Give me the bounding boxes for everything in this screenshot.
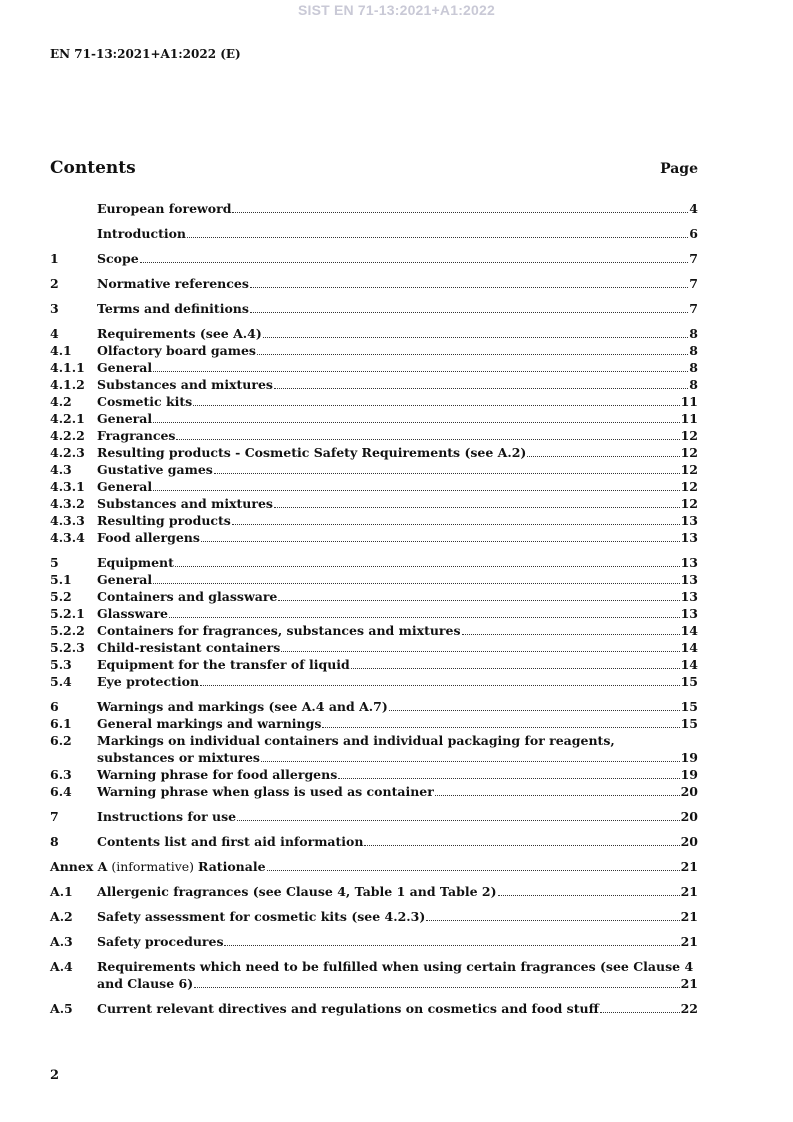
toc-entry-body <box>97 908 698 925</box>
toc-dot-leader <box>261 761 680 762</box>
toc-entry-page: 4 <box>689 201 698 216</box>
toc-entry-page: 7 <box>689 276 698 291</box>
toc-entry-page: 12 <box>680 479 698 494</box>
toc-entry[interactable] <box>50 342 698 359</box>
toc-entry-page: 12 <box>680 445 698 460</box>
toc-entry-title: Cosmetic kits <box>97 394 193 409</box>
toc-entry[interactable] <box>50 275 698 292</box>
toc-entry[interactable] <box>50 512 698 529</box>
toc-entry-title: Warning phrase for food allergens <box>97 767 338 782</box>
toc-entry-number: 4.3.4 <box>50 530 85 545</box>
toc-entry-body <box>97 393 698 410</box>
toc-dot-leader <box>175 566 680 567</box>
toc-entry-page: 12 <box>680 462 698 477</box>
toc-entry-body <box>97 883 698 900</box>
toc-entry-title: Child-resistant containers <box>97 640 281 655</box>
toc-entry-title: General markings and warnings <box>97 716 322 731</box>
page-number: 2 <box>50 1068 60 1083</box>
toc-entry-number: 4.3.1 <box>50 479 85 494</box>
toc-entry-title: Introduction <box>97 226 187 241</box>
toc-entry-title: Resulting products <box>97 513 231 528</box>
toc-entry-body <box>97 749 698 766</box>
toc-entry[interactable] <box>50 250 698 267</box>
toc-dot-leader <box>237 820 679 821</box>
toc-entry-title: Scope <box>97 251 139 266</box>
toc-dot-leader <box>435 795 680 796</box>
toc-entry-number: 6.4 <box>50 784 72 799</box>
toc-dot-leader <box>263 337 689 338</box>
toc-entry-number: A.3 <box>50 934 73 949</box>
toc-dot-leader <box>193 405 679 406</box>
toc-entry-line <box>50 732 698 749</box>
toc-dot-leader <box>140 262 689 263</box>
toc-entry-page: 8 <box>689 343 698 358</box>
toc-entry-body <box>97 715 698 732</box>
toc-entry-number: 4.2.2 <box>50 428 85 443</box>
toc-entry-title: Warnings and markings (see A.4 and A.7) <box>97 699 388 714</box>
toc-entry[interactable] <box>50 908 698 925</box>
toc-entry-page: 19 <box>680 767 698 782</box>
toc-entry-page: 13 <box>680 589 698 604</box>
toc-entry-number: 4.1 <box>50 343 72 358</box>
toc-entry-body <box>97 461 698 478</box>
toc-dot-leader <box>364 845 679 846</box>
toc-entry[interactable] <box>50 639 698 656</box>
toc-dot-leader <box>338 778 679 779</box>
toc-entry-title: Substances and mixtures <box>97 377 273 392</box>
toc-entry-page: 8 <box>689 377 698 392</box>
toc-entry-title: General <box>97 360 153 375</box>
toc-entry-page: 13 <box>680 555 698 570</box>
toc-entry[interactable] <box>50 478 698 495</box>
toc-entry[interactable] <box>50 883 698 900</box>
toc-entry-page: 15 <box>680 716 698 731</box>
toc-entry-title: Warning phrase when glass is used as container <box>97 784 434 799</box>
toc-entry-number: A.1 <box>50 884 73 899</box>
toc-entry-page: 21 <box>680 976 698 991</box>
toc-dot-leader <box>200 685 680 686</box>
toc-dot-leader <box>281 651 679 652</box>
toc-entry[interactable] <box>50 975 698 992</box>
toc-dot-leader <box>267 870 680 871</box>
toc-entry-title: Rationale <box>198 859 266 874</box>
toc-entry-number: 5.4 <box>50 674 72 689</box>
toc-entry-page: 6 <box>689 226 698 241</box>
toc-entry-body <box>97 766 698 783</box>
toc-entry-title: Substances and mixtures <box>97 496 273 511</box>
toc-entry-title: General <box>97 572 153 587</box>
toc-entry-body <box>97 225 698 242</box>
toc-entry-line <box>50 958 698 975</box>
toc-dot-leader <box>169 617 680 618</box>
toc-entry-number: 2 <box>50 276 59 291</box>
toc-entry[interactable] <box>50 715 698 732</box>
contents-title: Contents <box>50 158 136 178</box>
toc-entry-body <box>97 275 698 292</box>
toc-entry-body <box>50 858 698 875</box>
toc-entry-number: 5.1 <box>50 572 72 587</box>
toc-entry-title: Normative references <box>97 276 249 291</box>
toc-entry-body <box>97 808 698 825</box>
toc-entry[interactable] <box>50 325 698 342</box>
toc-entry-title: Gustative games <box>97 462 213 477</box>
toc-dot-leader <box>176 439 679 440</box>
toc-entry-title: Terms and definitions <box>97 301 249 316</box>
toc-dot-leader <box>462 634 680 635</box>
toc-dot-leader <box>600 1012 680 1013</box>
toc-entry-title: Eye protection <box>97 674 200 689</box>
toc-entry-number: 1 <box>50 251 59 266</box>
toc-dot-leader <box>274 388 688 389</box>
toc-entry[interactable] <box>50 300 698 317</box>
toc-entry[interactable] <box>50 554 698 571</box>
toc-entry-page: 13 <box>680 606 698 621</box>
toc-dot-leader <box>194 987 679 988</box>
toc-entry[interactable] <box>50 858 698 875</box>
toc-entry[interactable] <box>50 588 698 605</box>
toc-entry-number: 5.2 <box>50 589 72 604</box>
toc-entry-title: Containers for fragrances, substances and mixtures <box>97 623 461 638</box>
toc-entry-number: 5.2.3 <box>50 640 85 655</box>
toc-entry-body <box>97 359 698 376</box>
toc-entry-number: 4.1.1 <box>50 360 85 375</box>
page-column-label: Page <box>660 161 698 177</box>
toc-dot-leader <box>389 710 680 711</box>
toc-entry-number: 5.2.2 <box>50 623 85 638</box>
toc-entry-number: 4.1.2 <box>50 377 85 392</box>
toc-entry-number: 5.2.1 <box>50 606 85 621</box>
toc-entry[interactable] <box>50 698 698 715</box>
toc-entry-page: 11 <box>680 411 698 426</box>
toc-entry-number: A.4 <box>50 959 73 974</box>
toc-entry-body <box>97 529 698 546</box>
toc-entry-page: 21 <box>680 859 698 874</box>
toc-entry-body <box>97 698 698 715</box>
toc-entry-title: and Clause 6) <box>97 976 194 991</box>
toc-entry-page: 20 <box>680 809 698 824</box>
toc-entry-body <box>97 495 698 512</box>
toc-entry-title: Fragrances <box>97 428 176 443</box>
toc-entry-body <box>97 410 698 427</box>
toc-entry[interactable] <box>50 673 698 690</box>
toc-entry-number: 8 <box>50 834 59 849</box>
toc-entry-number: 6.2 <box>50 733 72 748</box>
toc-entry-page: 14 <box>680 623 698 638</box>
toc-entry-page: 11 <box>680 394 698 409</box>
toc-entry-title: substances or mixtures <box>97 750 260 765</box>
toc-entry-number: 5.3 <box>50 657 72 672</box>
toc-entry[interactable] <box>50 461 698 478</box>
toc-entry-page: 7 <box>689 251 698 266</box>
toc-entry-title: General <box>97 479 153 494</box>
toc-entry-body <box>97 1000 698 1017</box>
toc-entry-title: Contents list and first aid information <box>97 834 364 849</box>
toc-entry-page: 21 <box>680 934 698 949</box>
toc-entry-body <box>97 250 698 267</box>
toc-entry-title: Glassware <box>97 606 168 621</box>
toc-entry-body <box>97 444 698 461</box>
toc-entry-page: 13 <box>680 530 698 545</box>
toc-entry-title: Equipment for the transfer of liquid <box>97 657 350 672</box>
toc-entry[interactable] <box>50 933 698 950</box>
toc-entry-body <box>97 342 698 359</box>
toc-entry-title: Safety procedures <box>97 934 224 949</box>
toc-entry-page: 14 <box>680 657 698 672</box>
toc-dot-leader <box>278 600 679 601</box>
toc-entry[interactable] <box>50 393 698 410</box>
toc-entry-page: 20 <box>680 834 698 849</box>
toc-entry-page: 13 <box>680 572 698 587</box>
toc-entry-body <box>97 325 698 342</box>
toc-entry[interactable] <box>50 605 698 622</box>
toc-entry-number: 7 <box>50 809 59 824</box>
toc-dot-leader <box>274 507 680 508</box>
toc-entry[interactable] <box>50 1000 698 1017</box>
toc-entry-number: 4 <box>50 326 59 341</box>
toc-entry-number: 6.3 <box>50 767 72 782</box>
toc-entry-page: 8 <box>689 326 698 341</box>
toc-entry-page: 15 <box>680 699 698 714</box>
toc-entry-page: 22 <box>680 1001 698 1016</box>
toc-entry-body <box>97 622 698 639</box>
toc-entry[interactable] <box>50 749 698 766</box>
toc-dot-leader <box>527 456 679 457</box>
toc-entry-number: 5 <box>50 555 59 570</box>
toc-entry-title: General <box>97 411 153 426</box>
toc-entry-title: Requirements (see A.4) <box>97 326 262 341</box>
toc-dot-leader <box>187 237 688 238</box>
toc-entry-body <box>97 478 698 495</box>
toc-entry-body <box>97 427 698 444</box>
toc-entry-body <box>97 783 698 800</box>
toc-dot-leader <box>351 668 680 669</box>
toc-entry-title: Allergenic fragrances (see Clause 4, Table 1 and Table 2) <box>97 884 497 899</box>
toc-entry[interactable] <box>50 808 698 825</box>
toc-entry-page: 13 <box>680 513 698 528</box>
toc-entry-body <box>97 605 698 622</box>
toc-entry[interactable] <box>50 529 698 546</box>
toc-entry-page: 12 <box>680 496 698 511</box>
toc-entry-number: 6 <box>50 699 59 714</box>
toc-entry[interactable] <box>50 427 698 444</box>
toc-entry-body <box>97 300 698 317</box>
toc-entry[interactable] <box>50 359 698 376</box>
toc-dot-leader <box>214 473 680 474</box>
toc-entry-title: Safety assessment for cosmetic kits (see 4.2.3) <box>97 909 426 924</box>
toc-entry[interactable] <box>50 410 698 427</box>
toc-entry-number: 4.3.3 <box>50 513 85 528</box>
toc-entry[interactable] <box>50 766 698 783</box>
toc-dot-leader <box>257 354 688 355</box>
toc-dot-leader <box>232 212 688 213</box>
watermark-text: SIST EN 71-13:2021+A1:2022 <box>297 2 496 18</box>
toc-entry-page: 15 <box>680 674 698 689</box>
toc-entry-title: Current relevant directives and regulations on cosmetics and food stuff <box>97 1001 599 1016</box>
toc-entry[interactable] <box>50 783 698 800</box>
toc-entry-number: 4.2.1 <box>50 411 85 426</box>
toc-entry-title: Containers and glassware <box>97 589 278 604</box>
toc-entry-body <box>97 588 698 605</box>
toc-entry-title: Food allergens <box>97 530 200 545</box>
toc-entry-number: A.2 <box>50 909 73 924</box>
toc-entry-title: Olfactory board games <box>97 343 256 358</box>
toc-entry-body <box>97 833 698 850</box>
toc-entry-page: 21 <box>680 909 698 924</box>
toc-entry-number: 4.2 <box>50 394 72 409</box>
toc-entry-number: 4.3 <box>50 462 72 477</box>
toc-entry-body <box>97 975 698 992</box>
toc-entry[interactable] <box>50 571 698 588</box>
toc-dot-leader <box>201 541 680 542</box>
toc-entry-number: 3 <box>50 301 59 316</box>
toc-entry-page: 7 <box>689 301 698 316</box>
toc-entry-page: 8 <box>689 360 698 375</box>
toc-entry-body <box>97 200 698 217</box>
toc-entry-body <box>97 933 698 950</box>
toc-entry[interactable] <box>50 495 698 512</box>
toc-entry-body <box>97 656 698 673</box>
toc-annex-label: Annex A <box>50 859 108 874</box>
toc-dot-leader <box>153 371 688 372</box>
toc-dot-leader <box>250 287 688 288</box>
toc-dot-leader <box>224 945 679 946</box>
toc-entry-title: Requirements which need to be fulfilled when using certain fragrances (see Clause 4 <box>97 959 694 974</box>
toc-entry-number: 6.1 <box>50 716 72 731</box>
toc-dot-leader <box>153 422 679 423</box>
toc-dot-leader <box>426 920 679 921</box>
toc-entry[interactable] <box>50 225 698 242</box>
toc-entry-title: Instructions for use <box>97 809 237 824</box>
toc-entry[interactable] <box>50 444 698 461</box>
toc-entry-number: 4.2.3 <box>50 445 85 460</box>
table-of-contents <box>50 200 698 1017</box>
toc-entry-body <box>97 376 698 393</box>
toc-entry-body <box>97 571 698 588</box>
toc-entry-body <box>97 673 698 690</box>
toc-entry-page: 12 <box>680 428 698 443</box>
toc-dot-leader <box>498 895 680 896</box>
toc-entry[interactable] <box>50 622 698 639</box>
toc-entry-number: A.5 <box>50 1001 73 1016</box>
toc-entry-page: 19 <box>680 750 698 765</box>
toc-entry[interactable] <box>50 656 698 673</box>
toc-annex-type: (informative) <box>107 859 199 874</box>
toc-entry-title: Markings on individual containers and individual packaging for reagents, <box>97 733 615 748</box>
toc-dot-leader <box>250 312 688 313</box>
toc-entry-title: European foreword <box>97 201 232 216</box>
toc-entry-body <box>97 554 698 571</box>
document-id: EN 71-13:2021+A1:2022 (E) <box>50 47 241 61</box>
toc-dot-leader <box>322 727 679 728</box>
toc-dot-leader <box>153 583 679 584</box>
toc-entry[interactable] <box>50 833 698 850</box>
toc-entry-title: Resulting products - Cosmetic Safety Requirements (see A.2) <box>97 445 527 460</box>
toc-entry-body <box>97 512 698 529</box>
toc-entry-page: 20 <box>680 784 698 799</box>
toc-entry-number: 4.3.2 <box>50 496 85 511</box>
toc-entry-page: 14 <box>680 640 698 655</box>
toc-entry[interactable] <box>50 200 698 217</box>
toc-entry-body <box>97 639 698 656</box>
toc-entry[interactable] <box>50 376 698 393</box>
toc-dot-leader <box>232 524 680 525</box>
toc-entry-title: Equipment <box>97 555 174 570</box>
toc-dot-leader <box>153 490 679 491</box>
contents-header <box>50 158 698 178</box>
toc-entry-page: 21 <box>680 884 698 899</box>
